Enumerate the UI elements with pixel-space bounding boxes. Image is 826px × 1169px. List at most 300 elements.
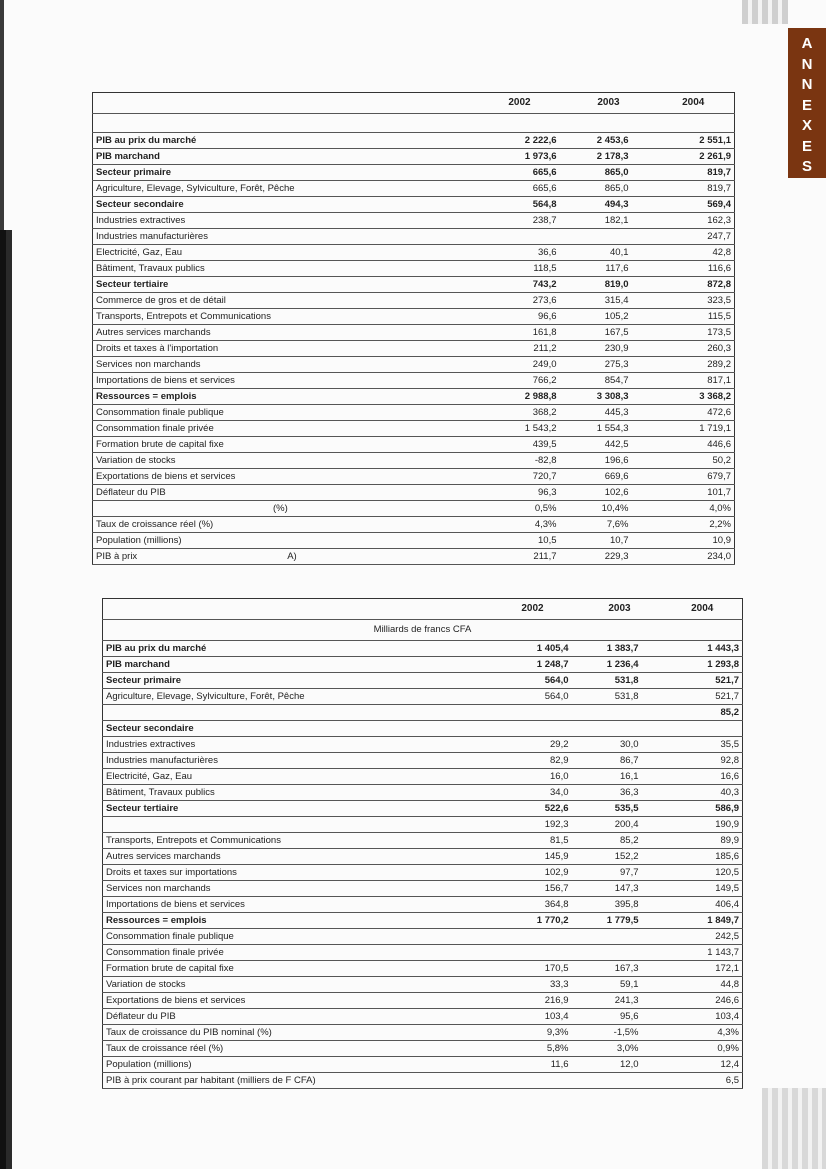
value-cell: 147,3 bbox=[577, 881, 663, 897]
row-label-text: Déflateur du PIB bbox=[106, 1011, 176, 1022]
table-row bbox=[93, 181, 735, 197]
row-label bbox=[103, 801, 489, 817]
row-label-text: Population (millions) bbox=[96, 535, 182, 546]
row-label bbox=[103, 865, 489, 881]
value-cell: 1 143,7 bbox=[663, 945, 743, 961]
table-row bbox=[103, 721, 743, 737]
table-row bbox=[93, 357, 735, 373]
value-cell: -1,5% bbox=[577, 1025, 663, 1041]
value-cell: 1 554,3 bbox=[565, 421, 653, 437]
row-label-text: Consommation finale privée bbox=[106, 947, 224, 958]
value-cell: 102,9 bbox=[489, 865, 577, 881]
value-cell bbox=[565, 229, 653, 245]
row-label-text: Droits et taxes à l'importation bbox=[96, 343, 219, 354]
table-row bbox=[93, 405, 735, 421]
table-row bbox=[103, 1073, 743, 1089]
table-row bbox=[103, 641, 743, 657]
row-label-text: Droits et taxes sur importations bbox=[106, 867, 237, 878]
table-row bbox=[103, 945, 743, 961]
row-label bbox=[93, 485, 475, 501]
value-cell: 273,6 bbox=[475, 293, 565, 309]
table-blank-row bbox=[93, 114, 735, 133]
tab-letter: E bbox=[801, 96, 812, 114]
table-row bbox=[103, 1057, 743, 1073]
table-row bbox=[93, 293, 735, 309]
tab-letter: S bbox=[801, 158, 812, 175]
value-cell: 819,0 bbox=[565, 277, 653, 293]
row-label-text: Variation de stocks bbox=[96, 455, 176, 466]
row-label-text: Secteur secondaire bbox=[106, 723, 194, 734]
value-cell bbox=[475, 229, 565, 245]
scan-shadow-left bbox=[0, 230, 22, 1169]
value-cell: 2,2% bbox=[653, 517, 735, 533]
value-cell: 85,2 bbox=[663, 705, 743, 721]
value-cell bbox=[577, 1073, 663, 1089]
value-cell: 395,8 bbox=[577, 897, 663, 913]
value-cell: 521,7 bbox=[663, 689, 743, 705]
row-label-text: Bâtiment, Travaux publics bbox=[96, 263, 205, 274]
value-cell: 247,7 bbox=[653, 229, 735, 245]
row-label bbox=[93, 181, 475, 197]
table-row bbox=[93, 245, 735, 261]
row-label bbox=[103, 897, 489, 913]
table-row bbox=[93, 485, 735, 501]
value-cell: 95,6 bbox=[577, 1009, 663, 1025]
value-cell: 1 443,3 bbox=[663, 641, 743, 657]
row-label bbox=[103, 817, 489, 833]
table-row bbox=[103, 673, 743, 689]
row-label-suffix: A) bbox=[287, 551, 297, 562]
value-cell: 720,7 bbox=[475, 469, 565, 485]
row-label-text: Transports, Entrepots et Communications bbox=[106, 835, 281, 846]
value-cell: 182,1 bbox=[565, 213, 653, 229]
row-label bbox=[93, 277, 475, 293]
year-header: 2003 bbox=[577, 599, 663, 620]
top-stripes-decoration bbox=[742, 0, 788, 24]
row-label-text: Taux de croissance réel (%) bbox=[96, 519, 214, 530]
row-label-text: Bâtiment, Travaux publics bbox=[106, 787, 215, 798]
value-cell: 522,6 bbox=[489, 801, 577, 817]
row-label bbox=[103, 657, 489, 673]
value-cell: 819,7 bbox=[653, 165, 735, 181]
row-label bbox=[93, 197, 475, 213]
table-row bbox=[93, 469, 735, 485]
value-cell: 0,5% bbox=[475, 501, 565, 517]
table-row bbox=[93, 213, 735, 229]
unit-label: Milliards de francs CFA bbox=[103, 620, 743, 641]
value-cell: 865,0 bbox=[565, 181, 653, 197]
unit-row bbox=[103, 620, 743, 641]
table-row bbox=[93, 517, 735, 533]
value-cell: 216,9 bbox=[489, 993, 577, 1009]
row-label-text: Commerce de gros et de détail bbox=[96, 295, 226, 306]
row-label bbox=[93, 261, 475, 277]
value-cell: 4,0% bbox=[653, 501, 735, 517]
value-cell: 35,5 bbox=[663, 737, 743, 753]
tab-letter: N bbox=[801, 76, 813, 93]
value-cell: 564,0 bbox=[489, 673, 577, 689]
row-label-text: Industries manufacturières bbox=[106, 755, 218, 766]
row-label bbox=[93, 517, 475, 533]
table-row bbox=[93, 149, 735, 165]
table-row bbox=[93, 309, 735, 325]
value-cell: 6,5 bbox=[663, 1073, 743, 1089]
row-label-text: Consommation finale publique bbox=[106, 931, 234, 942]
row-label-text: Industries extractives bbox=[106, 739, 196, 750]
row-label-text: Importations de biens et services bbox=[106, 899, 245, 910]
value-cell: 200,4 bbox=[577, 817, 663, 833]
value-cell: 665,6 bbox=[475, 181, 565, 197]
table-row bbox=[93, 197, 735, 213]
value-cell: 531,8 bbox=[577, 689, 663, 705]
tab-letter: X bbox=[801, 117, 812, 134]
value-cell: 521,7 bbox=[663, 673, 743, 689]
value-cell: 117,6 bbox=[565, 261, 653, 277]
row-label bbox=[93, 373, 475, 389]
table-row bbox=[93, 389, 735, 405]
row-label-text: Consommation finale privée bbox=[96, 423, 214, 434]
row-label bbox=[93, 405, 475, 421]
value-cell: 1 405,4 bbox=[489, 641, 577, 657]
row-label-text: PIB à prix bbox=[96, 551, 138, 562]
row-label-text: Electricité, Gaz, Eau bbox=[106, 771, 193, 782]
value-cell: 364,8 bbox=[489, 897, 577, 913]
table-row bbox=[103, 657, 743, 673]
value-cell: 3 308,3 bbox=[565, 389, 653, 405]
row-label-text: Secteur primaire bbox=[106, 675, 181, 686]
table-header-row bbox=[93, 93, 735, 114]
table-row bbox=[103, 1041, 743, 1057]
row-label-text: Taux de croissance du PIB nominal (%) bbox=[106, 1027, 272, 1038]
row-label bbox=[103, 929, 489, 945]
value-cell: 242,5 bbox=[663, 929, 743, 945]
value-cell: 40,1 bbox=[565, 245, 653, 261]
value-cell: 59,1 bbox=[577, 977, 663, 993]
value-cell: 115,5 bbox=[653, 309, 735, 325]
row-label bbox=[93, 149, 475, 165]
value-cell: 145,9 bbox=[489, 849, 577, 865]
table-row bbox=[93, 341, 735, 357]
table-row bbox=[103, 1009, 743, 1025]
value-cell: 12,4 bbox=[663, 1057, 743, 1073]
row-label-text: Ressources = emplois bbox=[106, 915, 207, 926]
tab-letter: A bbox=[801, 35, 813, 52]
value-cell: 315,4 bbox=[565, 293, 653, 309]
table-row bbox=[93, 421, 735, 437]
value-cell: 96,3 bbox=[475, 485, 565, 501]
value-cell: 167,3 bbox=[577, 961, 663, 977]
row-label-text: Exportations de biens et services bbox=[106, 995, 246, 1006]
table-row bbox=[103, 753, 743, 769]
row-label-text: PIB au prix du marché bbox=[96, 135, 197, 146]
value-cell: 192,3 bbox=[489, 817, 577, 833]
row-label bbox=[103, 849, 489, 865]
row-label-text: PIB au prix du marché bbox=[106, 643, 207, 654]
row-label bbox=[93, 133, 475, 149]
row-label bbox=[103, 881, 489, 897]
row-label bbox=[103, 833, 489, 849]
value-cell bbox=[489, 1073, 577, 1089]
value-cell: 679,7 bbox=[653, 469, 735, 485]
value-cell: 173,5 bbox=[653, 325, 735, 341]
value-cell: 162,3 bbox=[653, 213, 735, 229]
value-cell: 3,0% bbox=[577, 1041, 663, 1057]
value-cell: 5,8% bbox=[489, 1041, 577, 1057]
value-cell: 96,6 bbox=[475, 309, 565, 325]
table-row bbox=[103, 1025, 743, 1041]
row-label-text: Secteur secondaire bbox=[96, 199, 184, 210]
row-label-text: PIB à prix courant par habitant (milliers de F CFA) bbox=[106, 1075, 316, 1086]
table-row bbox=[93, 165, 735, 181]
table-row bbox=[103, 865, 743, 881]
table-row bbox=[93, 453, 735, 469]
value-cell: 275,3 bbox=[565, 357, 653, 373]
tab-letter: E bbox=[801, 137, 812, 155]
value-cell: 161,8 bbox=[475, 325, 565, 341]
value-cell: 439,5 bbox=[475, 437, 565, 453]
row-label-text: Agriculture, Elevage, Sylviculture, Forêt, Pêche bbox=[106, 691, 305, 702]
value-cell: 16,0 bbox=[489, 769, 577, 785]
row-label-text: Population (millions) bbox=[106, 1059, 192, 1070]
row-label bbox=[103, 641, 489, 657]
value-cell bbox=[577, 705, 663, 721]
row-label bbox=[103, 1057, 489, 1073]
value-cell: 89,9 bbox=[663, 833, 743, 849]
value-cell: 97,7 bbox=[577, 865, 663, 881]
value-cell: 1 293,8 bbox=[663, 657, 743, 673]
value-cell: 586,9 bbox=[663, 801, 743, 817]
row-label-text: (%) bbox=[273, 503, 288, 514]
value-cell: 564,8 bbox=[475, 197, 565, 213]
row-label bbox=[103, 977, 489, 993]
value-cell: 36,6 bbox=[475, 245, 565, 261]
value-cell: 442,5 bbox=[565, 437, 653, 453]
value-cell: 152,2 bbox=[577, 849, 663, 865]
value-cell: 531,8 bbox=[577, 673, 663, 689]
value-cell: 42,8 bbox=[653, 245, 735, 261]
row-label bbox=[93, 229, 475, 245]
value-cell: 4,3% bbox=[475, 517, 565, 533]
value-cell: 118,5 bbox=[475, 261, 565, 277]
year-header: 2002 bbox=[489, 599, 577, 620]
table-row bbox=[103, 769, 743, 785]
row-label bbox=[103, 1009, 489, 1025]
row-label-text: Taux de croissance réel (%) bbox=[106, 1043, 224, 1054]
table-row bbox=[103, 897, 743, 913]
value-cell: 1 973,6 bbox=[475, 149, 565, 165]
value-cell: 1 248,7 bbox=[489, 657, 577, 673]
table-row bbox=[103, 737, 743, 753]
value-cell: 211,7 bbox=[475, 549, 565, 565]
row-label-text: Autres services marchands bbox=[96, 327, 211, 338]
value-cell: 36,3 bbox=[577, 785, 663, 801]
value-cell: 4,3% bbox=[663, 1025, 743, 1041]
value-cell: 817,1 bbox=[653, 373, 735, 389]
value-cell: 766,2 bbox=[475, 373, 565, 389]
value-cell: 116,6 bbox=[653, 261, 735, 277]
row-label bbox=[103, 673, 489, 689]
value-cell: 1 383,7 bbox=[577, 641, 663, 657]
value-cell: 16,1 bbox=[577, 769, 663, 785]
value-cell: 44,8 bbox=[663, 977, 743, 993]
scan-shadow-top bbox=[0, 0, 4, 230]
table-row bbox=[93, 261, 735, 277]
row-label bbox=[103, 945, 489, 961]
value-cell: 535,5 bbox=[577, 801, 663, 817]
row-label bbox=[103, 689, 489, 705]
row-label bbox=[93, 165, 475, 181]
row-label bbox=[103, 721, 489, 737]
row-label bbox=[93, 533, 475, 549]
table-row bbox=[103, 801, 743, 817]
value-cell: 10,4% bbox=[565, 501, 653, 517]
value-cell: 120,5 bbox=[663, 865, 743, 881]
value-cell: 246,6 bbox=[663, 993, 743, 1009]
row-label-text: Services non marchands bbox=[106, 883, 211, 894]
row-label bbox=[93, 245, 475, 261]
value-cell: 211,2 bbox=[475, 341, 565, 357]
value-cell: 156,7 bbox=[489, 881, 577, 897]
row-label-text: Formation brute de capital fixe bbox=[96, 439, 224, 450]
row-label bbox=[93, 213, 475, 229]
row-label-text: Déflateur du PIB bbox=[96, 487, 166, 498]
row-label bbox=[93, 549, 475, 565]
value-cell: 819,7 bbox=[653, 181, 735, 197]
value-cell: 3 368,2 bbox=[653, 389, 735, 405]
row-label bbox=[103, 753, 489, 769]
table-row bbox=[103, 913, 743, 929]
row-label bbox=[103, 1073, 489, 1089]
value-cell: 238,7 bbox=[475, 213, 565, 229]
row-label-text: PIB marchand bbox=[106, 659, 170, 670]
table-row bbox=[103, 785, 743, 801]
value-cell: 2 178,3 bbox=[565, 149, 653, 165]
value-cell: 249,0 bbox=[475, 357, 565, 373]
year-header: 2003 bbox=[565, 93, 653, 114]
value-cell: 2 261,9 bbox=[653, 149, 735, 165]
row-label-text: Secteur tertiaire bbox=[96, 279, 169, 290]
value-cell bbox=[577, 929, 663, 945]
value-cell: 406,4 bbox=[663, 897, 743, 913]
value-cell: 16,6 bbox=[663, 769, 743, 785]
table-row bbox=[93, 229, 735, 245]
value-cell: 1 779,5 bbox=[577, 913, 663, 929]
row-label bbox=[103, 737, 489, 753]
row-label bbox=[93, 501, 475, 517]
value-cell: 2 222,6 bbox=[475, 133, 565, 149]
table-row bbox=[93, 325, 735, 341]
value-cell: 149,5 bbox=[663, 881, 743, 897]
table-row bbox=[103, 817, 743, 833]
row-label bbox=[103, 961, 489, 977]
year-header: 2002 bbox=[475, 93, 565, 114]
value-cell: 196,6 bbox=[565, 453, 653, 469]
row-label bbox=[103, 1041, 489, 1057]
row-label bbox=[103, 785, 489, 801]
row-label bbox=[103, 769, 489, 785]
value-cell: 102,6 bbox=[565, 485, 653, 501]
value-cell: 105,2 bbox=[565, 309, 653, 325]
table-header-row bbox=[103, 599, 743, 620]
row-label-text: Formation brute de capital fixe bbox=[106, 963, 234, 974]
value-cell: 190,9 bbox=[663, 817, 743, 833]
value-cell: 40,3 bbox=[663, 785, 743, 801]
row-label bbox=[93, 309, 475, 325]
value-cell: 854,7 bbox=[565, 373, 653, 389]
value-cell bbox=[489, 929, 577, 945]
row-label bbox=[93, 293, 475, 309]
value-cell: 12,0 bbox=[577, 1057, 663, 1073]
value-cell: 172,1 bbox=[663, 961, 743, 977]
value-cell bbox=[489, 705, 577, 721]
value-cell: 7,6% bbox=[565, 517, 653, 533]
table-row bbox=[93, 533, 735, 549]
row-label bbox=[93, 437, 475, 453]
row-label-text: PIB marchand bbox=[96, 151, 160, 162]
table-row bbox=[93, 133, 735, 149]
value-cell: 472,6 bbox=[653, 405, 735, 421]
value-cell: 1 543,2 bbox=[475, 421, 565, 437]
value-cell bbox=[577, 721, 663, 737]
value-cell: 260,3 bbox=[653, 341, 735, 357]
row-label bbox=[93, 469, 475, 485]
value-cell: 564,0 bbox=[489, 689, 577, 705]
value-cell: 230,9 bbox=[565, 341, 653, 357]
value-cell: 167,5 bbox=[565, 325, 653, 341]
row-label-text: Industries manufacturières bbox=[96, 231, 208, 242]
table-row bbox=[103, 689, 743, 705]
row-label bbox=[103, 913, 489, 929]
value-cell: 368,2 bbox=[475, 405, 565, 421]
row-label bbox=[93, 389, 475, 405]
table-row bbox=[103, 833, 743, 849]
value-cell: 10,7 bbox=[565, 533, 653, 549]
value-cell: 2 453,6 bbox=[565, 133, 653, 149]
value-cell: 0,9% bbox=[663, 1041, 743, 1057]
value-cell: 569,4 bbox=[653, 197, 735, 213]
value-cell: 669,6 bbox=[565, 469, 653, 485]
row-label-text: Autres services marchands bbox=[106, 851, 221, 862]
value-cell: 445,3 bbox=[565, 405, 653, 421]
row-label-text: Ressources = emplois bbox=[96, 391, 197, 402]
row-label-text: Variation de stocks bbox=[106, 979, 186, 990]
value-cell: 82,9 bbox=[489, 753, 577, 769]
row-label-text: Secteur tertiaire bbox=[106, 803, 179, 814]
row-label-text: Industries extractives bbox=[96, 215, 186, 226]
value-cell: -82,8 bbox=[475, 453, 565, 469]
table-row bbox=[103, 993, 743, 1009]
row-label-text: Exportations de biens et services bbox=[96, 471, 236, 482]
value-cell: 33,3 bbox=[489, 977, 577, 993]
row-label bbox=[103, 705, 489, 721]
year-header: 2004 bbox=[653, 93, 735, 114]
table-1 bbox=[92, 92, 735, 565]
value-cell: 10,9 bbox=[653, 533, 735, 549]
tab-letter: N bbox=[801, 55, 813, 73]
value-cell: 85,2 bbox=[577, 833, 663, 849]
table-row bbox=[103, 881, 743, 897]
value-cell: 1 719,1 bbox=[653, 421, 735, 437]
table-row bbox=[93, 437, 735, 453]
table-row bbox=[93, 549, 735, 565]
table-row bbox=[93, 501, 735, 517]
value-cell: 185,6 bbox=[663, 849, 743, 865]
row-label bbox=[93, 357, 475, 373]
row-label-text: Transports, Entrepots et Communications bbox=[96, 311, 271, 322]
value-cell: 103,4 bbox=[663, 1009, 743, 1025]
row-label-text: Agriculture, Elevage, Sylviculture, Forêt, Pêche bbox=[96, 183, 295, 194]
value-cell: 1 849,7 bbox=[663, 913, 743, 929]
